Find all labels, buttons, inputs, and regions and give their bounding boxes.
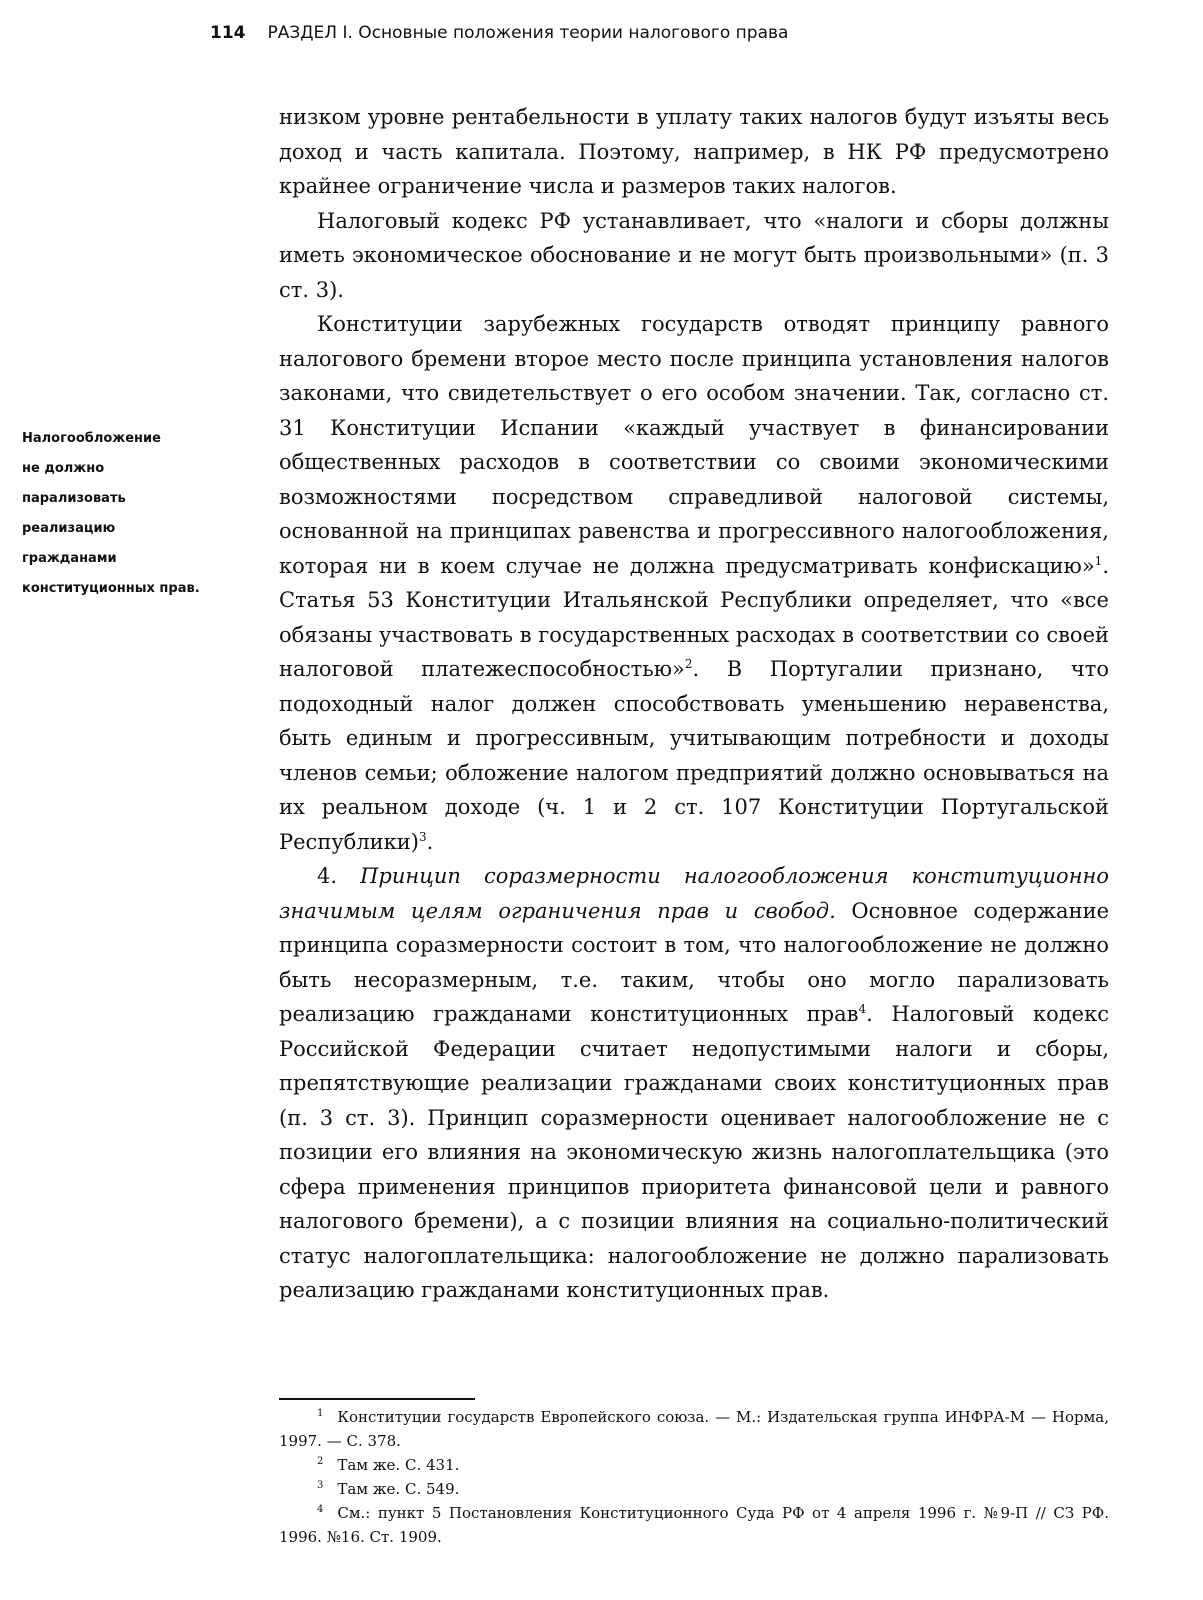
paragraph <box>279 307 1109 859</box>
running-header <box>210 18 1110 48</box>
paragraph-continuation: низком уровне рентабельности в уплату таких налогов будут изъяты весь доход и часть капитала. Поэтому, например, в НК РФ предусмотрено крайнее ограничение числа и размеров таких налогов. <box>279 105 1109 198</box>
paragraph-text: . Статья 53 Конституции Итальянской Республики определяет, что «все обязаны участвовать в государственных расходах в соответствии со своей налоговой платежеспособностью» <box>279 553 1109 681</box>
footnote-text: Конституции государств Европейского союза. — М.: Издательская группа ИНФРА-М — Норма, 1997. — С. 378. <box>279 1408 1109 1450</box>
page-number: 114 <box>210 23 246 43</box>
footnote-ref: 3 <box>418 829 427 844</box>
margin-note-line: конституционных прав. <box>22 581 200 596</box>
margin-note <box>22 424 262 604</box>
footnote <box>279 1477 1109 1501</box>
footnote-mark: 2 <box>317 1456 324 1467</box>
footnote-ref: 2 <box>684 657 693 671</box>
principle-heading: Принцип соразмерности налогообложения конституционно значимым целям ограничения прав и свобод. <box>279 864 1109 923</box>
margin-note-line: гражданами <box>22 551 117 566</box>
footnote-ref: 4 <box>858 1002 867 1016</box>
footnote-mark: 3 <box>317 1480 324 1491</box>
footnote-divider <box>279 1398 475 1400</box>
paragraph-text: . В Португалии признано, что подоходный налог должен способствовать уменьшению неравенства, быть единым и прогрессивным, учитывающим потребности и доходы членов семьи; обложение налогом предприятий должно основываться на их реальном доходе (ч. 1 и 2 ст. 107 Конституции Португальской Республики) <box>279 657 1109 854</box>
margin-note-line: не должно <box>22 461 105 476</box>
footnote <box>279 1501 1109 1549</box>
footnote-text: Там же. С. 549. <box>337 1480 460 1498</box>
paragraph-text: . <box>426 829 434 854</box>
footnote-text: См.: пункт 5 Постановления Конституционного Суда РФ от 4 апреля 1996 г. №9-П // СЗ РФ. 1996. №16. Ст. 1909. <box>279 1504 1109 1546</box>
footnote-ref: 1 <box>1094 553 1103 568</box>
margin-note-line: парализовать <box>22 491 126 506</box>
margin-note-line: Налогообложение <box>22 431 161 446</box>
paragraph: Налоговый кодекс РФ устанавливает, что «налоги и сборы должны иметь экономическое обоснование и не могут быть произвольными» (п. 3 ст. 3). <box>279 208 1109 302</box>
paragraph-text: Основное содержание принципа соразмерности состоит в том, что налогообложение не должно быть несоразмерным, т.е. таким, чтобы оно могло парализовать реализацию гражданами конституционных прав <box>279 898 1109 1026</box>
footnote <box>279 1405 1109 1453</box>
body-text <box>279 100 1109 1308</box>
paragraph <box>279 859 1109 1308</box>
footnote-mark: 1 <box>317 1408 324 1419</box>
footnotes <box>279 1405 1109 1549</box>
footnote-text: Там же. С. 431. <box>337 1456 460 1474</box>
margin-note-line: реализацию <box>22 521 116 536</box>
list-number: 4. <box>317 864 361 888</box>
paragraph-text: Конституции зарубежных государств отводят принципу равного налогового бремени второе место после принципа установления налогов законами, что свидетельствует о его особом значении. Так, согласно ст. 31 Конституции Испании «каждый участвует в финансировании общественных расходов в соответствии со своими экономическими возможностями посредством справедливой налоговой системы, основанной на принципах равенства и прогрессивного налогообложения, которая ни в коем случае не должна предусматривать конфискацию» <box>279 312 1109 578</box>
footnote <box>279 1453 1109 1477</box>
running-title: РАЗДЕЛ I. Основные положения теории налогового права <box>267 23 789 43</box>
footnote-mark: 4 <box>317 1504 324 1515</box>
paragraph-text: . Налоговый кодекс Российской Федерации считает недопустимыми налоги и сборы, препятствующие реализации гражданами своих конституционных прав (п. 3 ст. 3). Принцип соразмерности оценивает налогообложение не с позиции его влияния на экономическую жизнь налогоплательщика (это сфера применения принципов приоритета финансовой цели и равного налогового бремени), а с позиции влияния на социально-политический статус налогоплательщика: налогообложение не должно парализовать реализацию гражданами конституционных прав. <box>279 1002 1109 1302</box>
